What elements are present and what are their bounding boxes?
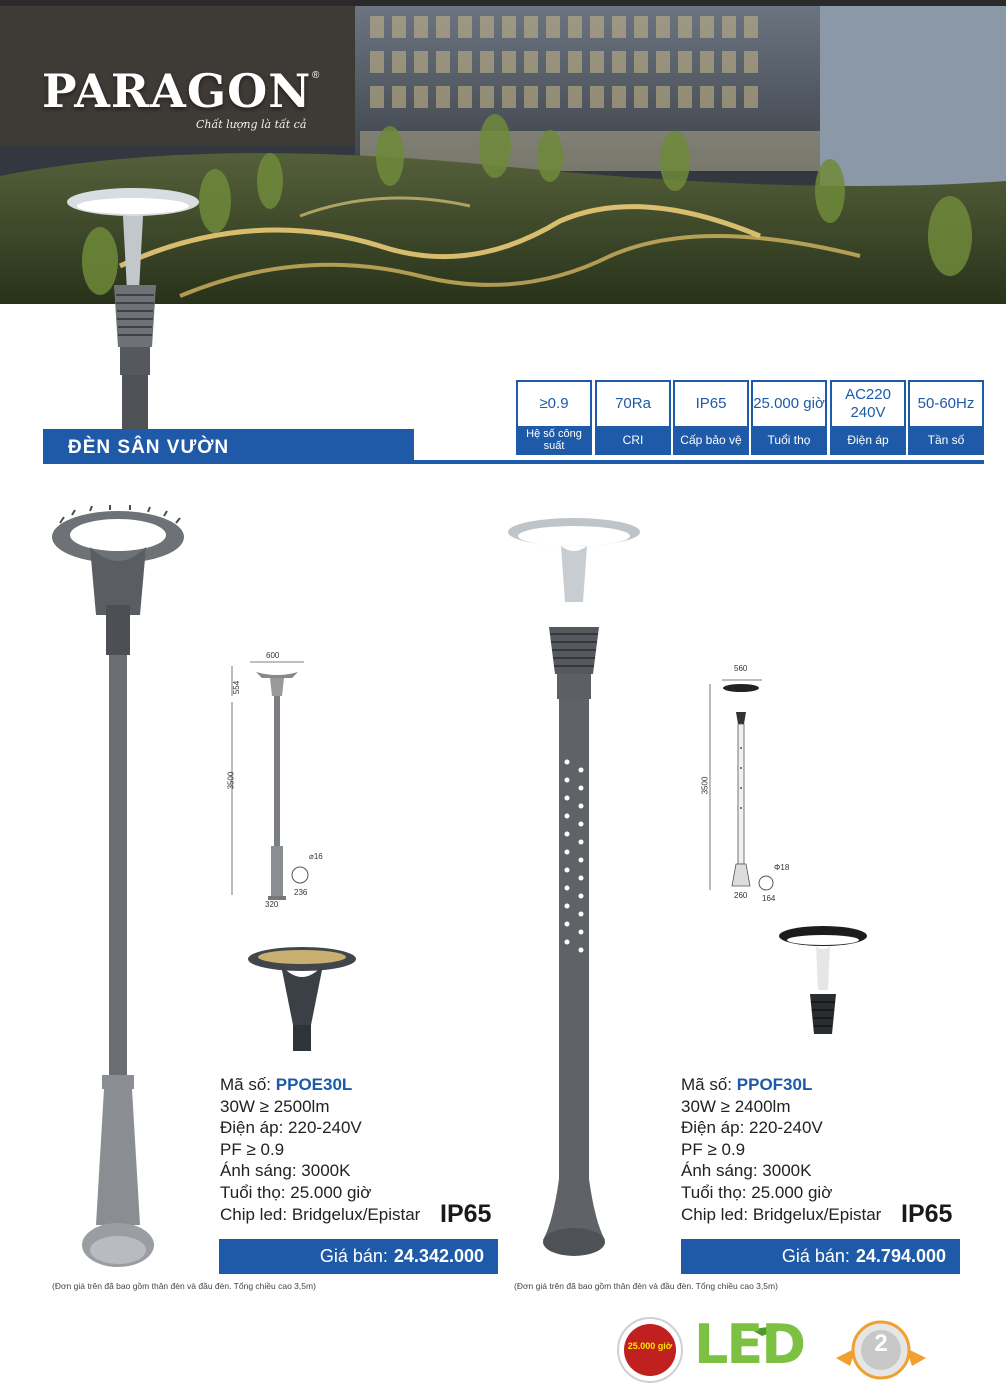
product-pf: PF ≥ 0.9 — [220, 1139, 285, 1159]
registered-mark: ® — [312, 70, 320, 81]
dim-top: 560 — [734, 664, 748, 673]
product-code-label: Mã số: — [681, 1075, 733, 1094]
product-code: PPOE30L — [275, 1075, 353, 1094]
product-1-lamp-image — [50, 505, 195, 1270]
spec-voltage — [830, 380, 906, 455]
price-value: 24.794.000 — [855, 1246, 946, 1266]
spec-ip-rating — [673, 380, 749, 455]
spec-power-factor — [516, 380, 592, 455]
spec-label: CRI — [597, 426, 669, 453]
price-label: Giá bán: — [319, 1246, 388, 1266]
product-lifetime: Tuổi thọ: 25.000 giờ — [220, 1182, 372, 1202]
dim-base: 260 — [734, 891, 748, 900]
spec-value: 50-60Hz — [917, 395, 975, 412]
product-code: PPOF30L — [736, 1075, 813, 1094]
product-light: Ánh sáng: 3000K — [681, 1161, 812, 1181]
spec-label: Tuổi thọ — [753, 426, 825, 453]
product-1-note: (Đơn giá trên đã bao gồm thân đèn và đầu đèn. Tổng chiều cao 3,5m) — [52, 1281, 316, 1291]
product-2-head-image — [776, 922, 871, 1047]
dim-top: 600 — [266, 651, 280, 660]
brand-logo: PARAGON — [42, 64, 312, 118]
product-light: Ánh sáng: 3000K — [220, 1161, 351, 1181]
price-label: Giá bán: — [781, 1246, 850, 1266]
spec-label: Tần số — [910, 426, 982, 453]
spec-lifetime — [751, 380, 827, 455]
hero-banner-image — [0, 6, 1006, 304]
dim-bolt: Φ18 — [774, 863, 790, 872]
price-value: 24.342.000 — [393, 1246, 484, 1266]
product-2-dimension-drawing — [700, 668, 800, 908]
dim-flange: 236 — [294, 888, 308, 897]
product-chip: Chip led: Bridgelux/Epistar — [220, 1204, 421, 1224]
section-divider — [43, 460, 984, 464]
product-2-code-row — [681, 1074, 971, 1096]
product-2-note: (Đơn giá trên đã bao gồm thân đèn và đầu đèn. Tổng chiều cao 3,5m) — [514, 1281, 778, 1291]
product-1-price-bar — [219, 1239, 498, 1274]
product-1-code-row — [220, 1074, 510, 1096]
dim-base: 320 — [265, 900, 279, 909]
product-voltage: Điện áp: 220-240V — [681, 1118, 823, 1138]
dim-flange: 164 — [762, 894, 776, 903]
product-2-ip-badge: IP65 — [901, 1200, 953, 1228]
hero-lamp-post — [100, 285, 170, 435]
product-power: 30W ≥ 2400lm — [681, 1096, 791, 1116]
lifetime-badge-text: 25.000 giờ — [627, 1341, 673, 1351]
spec-value: 70Ra — [615, 395, 651, 412]
product-pf: PF ≥ 0.9 — [681, 1139, 746, 1159]
product-code-label: Mã số: — [220, 1075, 272, 1094]
spec-label: Cấp bảo vệ — [675, 426, 747, 453]
product-2-lamp-image — [505, 512, 645, 1262]
category-title: ĐÈN SÂN VƯỜN — [68, 437, 230, 458]
product-voltage: Điện áp: 220-240V — [220, 1118, 362, 1138]
spec-frequency — [908, 380, 984, 455]
spec-value: IP65 — [695, 395, 727, 412]
spec-value: ≥0.9 — [539, 395, 569, 412]
hero-scene — [0, 6, 1006, 304]
dim-head: 554 — [232, 680, 242, 695]
spec-cri — [595, 380, 671, 455]
product-chip: Chip led: Bridgelux/Epistar — [681, 1204, 882, 1224]
product-2-price-bar — [681, 1239, 960, 1274]
led-logo-text: LED — [694, 1313, 805, 1376]
product-power: 30W ≥ 2500lm — [220, 1096, 330, 1116]
dim-height: 3500 — [226, 771, 236, 790]
spec-label: Điện áp — [832, 426, 904, 453]
warranty-number: 2 — [874, 1330, 888, 1357]
dim-height: 3500 — [700, 776, 710, 795]
spec-value: AC220 240V — [845, 386, 891, 421]
dim-bolt: ⌀16 — [309, 852, 323, 861]
spec-value: 25.000 giờ — [753, 395, 825, 412]
product-lifetime: Tuổi thọ: 25.000 giờ — [681, 1182, 833, 1202]
product-1-ip-badge: IP65 — [440, 1200, 492, 1228]
brand-tagline: Chất lượng là tất cả — [196, 118, 307, 131]
product-1-head-image — [245, 945, 360, 1055]
spec-label: Hệ số công suất — [518, 426, 590, 453]
